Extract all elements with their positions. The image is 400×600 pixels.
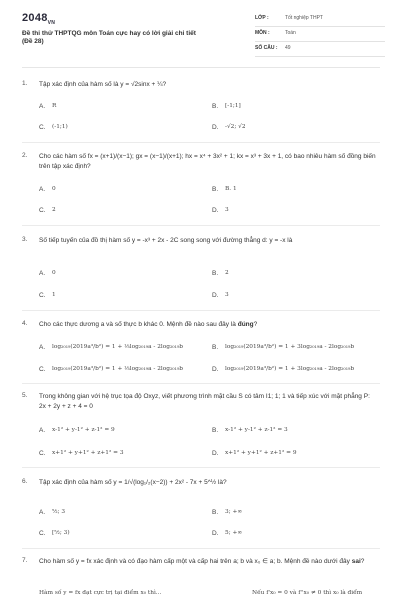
option-letter: C. <box>39 450 46 457</box>
option-text: log₂₀₁₉(2019a³/b²) = 1 + ⅓log₂₀₁₉a - 2log₂₀₁₉b <box>52 366 183 372</box>
option-text: R <box>52 103 57 109</box>
option-letter: A. <box>39 427 46 434</box>
option-text: B. 1 <box>225 186 237 192</box>
option-text: [-1;1] <box>225 103 241 109</box>
option-text: x-1² + y-1² + z-1² = 3 <box>225 427 288 433</box>
emphasis-word: sai <box>351 558 361 565</box>
option-letter: D. <box>212 124 219 131</box>
exam-title <box>22 30 237 46</box>
option-text: 2 <box>225 270 229 276</box>
option-letter: B. <box>212 103 219 110</box>
site-logo[interactable]: $2048_{VN}$ <box>22 12 56 27</box>
question-number: 3. <box>22 236 28 243</box>
question-divider <box>22 225 380 226</box>
question-divider <box>22 142 380 143</box>
option-text: 3; +∞ <box>225 509 243 515</box>
emphasis-word: đúng <box>237 321 254 328</box>
document-header <box>0 0 400 62</box>
question-divider <box>22 310 380 311</box>
option-letter: C. <box>39 366 46 373</box>
option-letter: D. <box>212 530 219 537</box>
option-text: x+1² + y+1² + z+1² = 3 <box>52 450 124 456</box>
question-text: Trong không gian với hệ trục tọa độ Oxyz, viết phương trình mặt cầu S có tâm I1; 1; 1 và tiếp xúc với mặt phẳng P: 2x + 2y + z + 4 = 0 <box>39 393 370 410</box>
meta-value: Toán <box>285 30 296 36</box>
option-text: x-1² + y-1² + z-1² = 9 <box>52 427 115 433</box>
question-number: 6. <box>22 478 28 485</box>
option-letter: C. <box>39 124 46 131</box>
option-text: 3 <box>225 207 229 213</box>
question-number: 1. <box>22 80 28 87</box>
option-text: ⁵⁄₂; 3 <box>52 509 66 515</box>
option-letter: A. <box>39 344 46 351</box>
option-letter: B. <box>212 186 219 193</box>
option-text: Hàm số y = fx đạt cực trị tại điểm x₀ thì... <box>39 590 162 596</box>
question-divider <box>22 467 380 468</box>
meta-row-class <box>255 12 385 27</box>
meta-key: SỐ CÂU : <box>255 45 278 51</box>
meta-key: MÔN : <box>255 30 270 36</box>
question-number: 4. <box>22 320 28 327</box>
question-text: Cho các hàm số fx = (x+1)/(x−1); gx = (x−1)/(x+1); hx = x⁴ + 3x² + 1; kx = x³ + 3x + 1, có bao nhiêu hàm số đồng biến trên tập xác định? <box>39 153 376 170</box>
meta-row-subject <box>255 27 385 42</box>
option-letter: C. <box>39 530 46 537</box>
option-text: (-1;1) <box>52 124 68 130</box>
exam-meta <box>255 12 385 57</box>
option-text: 5; +∞ <box>225 530 243 536</box>
option-text: Nếu f'x₀ = 0 và f''x₀ ≠ 0 thì x₀ là điểm <box>252 590 363 596</box>
option-letter: B. <box>212 344 219 351</box>
option-letter: D. <box>212 450 219 457</box>
meta-value: Tốt nghiệp THPT <box>285 15 323 21</box>
question-number: 7. <box>22 557 28 564</box>
option-text: log₂₀₁₉(2019a³/b²) = 1 + 3log₂₀₁₉a - 2log₂₀₁₉b <box>225 366 355 372</box>
option-text: [⁵⁄₂; 3) <box>52 530 70 536</box>
option-text: log₂₀₁₉(2019a³/b²) = 1 + 3log₂₀₁₉a - 2log₂₀₁₉b <box>225 344 355 350</box>
option-letter: A. <box>39 509 46 516</box>
option-letter: C. <box>39 207 46 214</box>
question-number: 2. <box>22 152 28 159</box>
option-letter: B. <box>212 427 219 434</box>
header-divider <box>22 67 380 68</box>
question-divider <box>22 548 380 549</box>
option-text: 0 <box>52 270 56 276</box>
option-letter: B. <box>212 270 219 277</box>
option-letter: B. <box>212 509 219 516</box>
exam-title-line1: Đề thi thử THPTQG môn Toán cực hay có lời giải chi tiết <box>22 30 196 37</box>
question-text: Số tiếp tuyến của đồ thị hàm số y = -x³ + 2x - 2C song song với đường thẳng d: y = -x là <box>39 237 293 244</box>
option-letter: C. <box>39 292 46 299</box>
meta-row-count <box>255 42 385 57</box>
option-text: -√2; √2 <box>225 124 246 130</box>
option-letter: D. <box>212 292 219 299</box>
question-text: Cho các thực dương a và số thực b khác 0. Mệnh đề nào sau đây là đúng? <box>39 321 258 328</box>
question-text: Tập xác định của hàm số là y = √2sinx + ¼? <box>39 81 167 88</box>
option-letter: D. <box>212 366 219 373</box>
option-text: log₂₀₁₉(2019a³/b²) = 1 + ⅓log₂₀₁₉a - 2log₂₀₁₉b <box>52 344 183 350</box>
option-text: 3 <box>225 292 229 298</box>
exam-title-line2: (Đề 28) <box>22 38 44 45</box>
question-text: Tập xác định của hàm số y = 1/√(log₁/₂(x−2)) + 2x² - 7x + 5^½ là? <box>39 479 227 486</box>
option-text: x+1² + y+1² + z+1² = 9 <box>225 450 297 456</box>
option-letter: D. <box>212 207 219 214</box>
meta-value: 49 <box>285 45 291 51</box>
option-text: 1 <box>52 292 56 298</box>
option-text: 2 <box>52 207 56 213</box>
question-number: 5. <box>22 392 28 399</box>
option-letter: A. <box>39 270 46 277</box>
option-text: 0 <box>52 186 56 192</box>
option-letter: A. <box>39 103 46 110</box>
question-divider <box>22 383 380 384</box>
question-text: Cho hàm số y = fx xác định và có đạo hàm cấp một và cấp hai trên a; b và x₀ ∈ a; b. Mệnh đề nào dưới đây sai? <box>39 558 365 565</box>
option-letter: A. <box>39 186 46 193</box>
meta-key: LỚP : <box>255 15 269 21</box>
